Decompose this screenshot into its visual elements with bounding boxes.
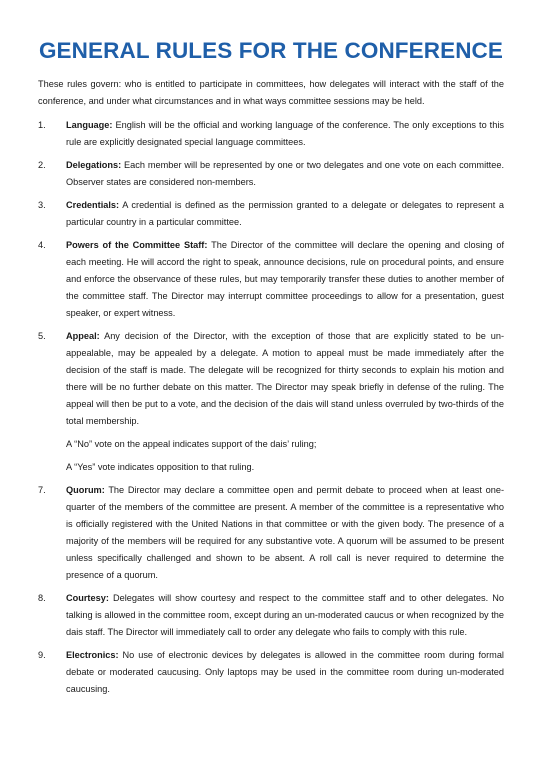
rule-appeal bbox=[38, 328, 504, 430]
rule-heading: Credentials: bbox=[66, 200, 120, 210]
rule-text: English will be the official and working language of the conference. The only exceptions to this rule are explicitly designated special language committees. bbox=[66, 120, 504, 147]
rule-number: 1. bbox=[38, 120, 46, 130]
rule-heading: Quorum: bbox=[66, 485, 105, 495]
rule-credentials bbox=[38, 197, 504, 231]
rule-number: 4. bbox=[38, 240, 46, 250]
rule-text: A credential is defined as the permission granted to a delegate or delegates to represent a particular country in a particular committee. bbox=[66, 200, 505, 227]
rule-text: The Director of the committee will declare the opening and closing of each meeting. He will accord the right to speak, announce decisions, rule on procedural points, and ensure and enforce the observance of these rules, but may temporarily transfer these duties to another member of the committee staff. The Director may interrupt committee proceedings to allow for a presentation, guest speaker, or expert witness. bbox=[66, 240, 504, 318]
rule-number: 3. bbox=[38, 200, 46, 210]
rule-text: Each member will be represented by one or two delegates and one vote on each committee. Observer states are considered non-members. bbox=[66, 160, 505, 187]
rule-heading: Appeal: bbox=[66, 331, 100, 341]
rule-heading: Delegations: bbox=[66, 160, 122, 170]
rule-committee-staff bbox=[38, 237, 504, 322]
intro-paragraph: These rules govern: who is entitled to participate in committees, how delegates will interact with the staff of the conference, and under what circumstances and in what ways committee sessions may be held. bbox=[38, 79, 504, 106]
rule-number: 7. bbox=[38, 485, 46, 495]
rule-text: Delegates will show courtesy and respect to the committee staff and to other delegates. No talking is allowed in the committee room, except during an un-moderated caucus or when recognized by the dais staff. The Director will immediately call to order any delegate who fails to comply with this rule. bbox=[66, 593, 504, 637]
page-title: GENERAL RULES FOR THE CONFERENCE bbox=[38, 38, 504, 63]
rule-language bbox=[38, 117, 504, 151]
rule-heading: Language: bbox=[66, 120, 113, 130]
rule-number: 9. bbox=[38, 650, 46, 660]
rule-electronics bbox=[38, 647, 504, 698]
rule-heading: Electronics: bbox=[66, 650, 119, 660]
rule-number: 2. bbox=[38, 160, 46, 170]
rule-delegations bbox=[38, 157, 504, 191]
appeal-note-yes: A “Yes” vote indicates opposition to that ruling. bbox=[66, 462, 255, 472]
appeal-note-no: A “No” vote on the appeal indicates support of the dais’ ruling; bbox=[66, 439, 317, 449]
rule-heading: Courtesy: bbox=[66, 593, 109, 603]
rule-heading: Powers of the Committee Staff: bbox=[66, 240, 208, 250]
rule-number: 5. bbox=[38, 331, 46, 341]
rule-number: 8. bbox=[38, 593, 46, 603]
rule-quorum bbox=[38, 482, 504, 584]
rule-text: No use of electronic devices by delegates is allowed in the committee room during formal debate or moderated caucusing. Only laptops may be used in the committee room during un-moderated caucusing. bbox=[66, 650, 504, 694]
rule-text: The Director may declare a committee open and permit debate to proceed when at least one-quarter of the members of the committee are present. A member of the committee is a representative who is officially registered with the United Nations in that committee or with the given body. The presence of a majority of the members will be required for any substantive vote. A quorum will be assumed to be present unless specifically challenged and shown to be absent. A roll call is never required to determine the presence of a quorum. bbox=[66, 485, 505, 580]
rule-courtesy bbox=[38, 590, 504, 641]
rule-text: Any decision of the Director, with the exception of those that are explicitly stated to be un-appealable, may be appealed by a delegate. A motion to appeal must be made immediately after the decision of the staff is made. The delegate will be recognized for thirty seconds to explain his motion and there will be no further debate on this matter. The Director may speak briefly in defense of the ruling. The appeal will then be put to a vote, and the decision of the dais will stand unless overruled by two-thirds of the total membership. bbox=[66, 331, 505, 426]
